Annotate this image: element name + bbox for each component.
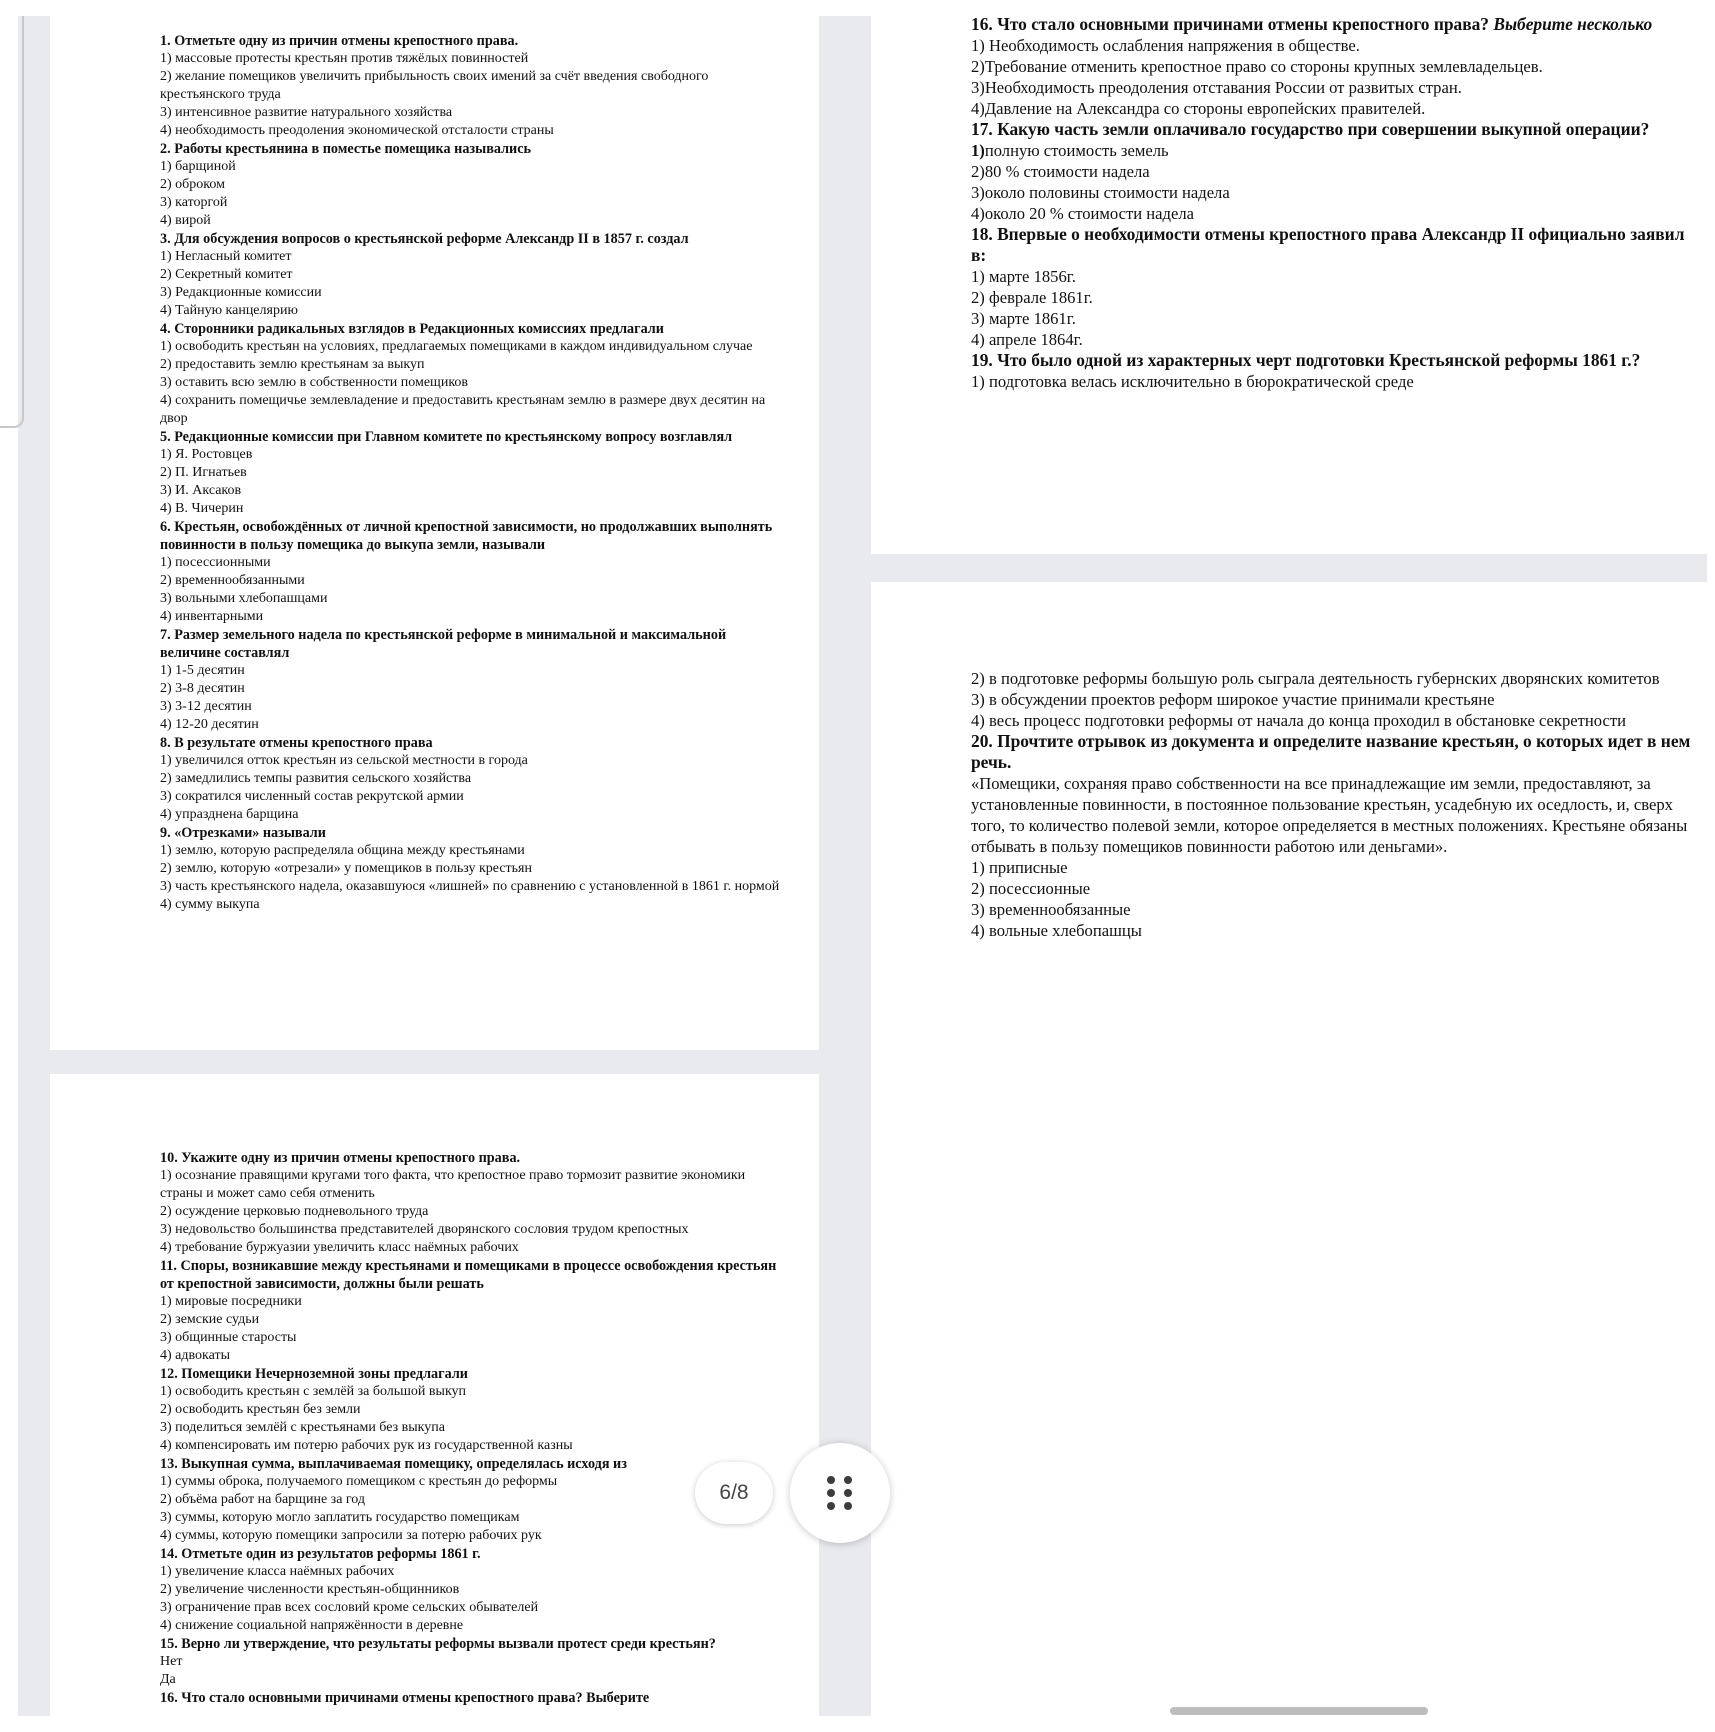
page-3-content bbox=[971, 14, 1691, 392]
answer-option: 3) ограничение прав всех сословий кроме сельских обывателей bbox=[160, 1600, 539, 1615]
answer-option: 2) 3-8 десятин bbox=[160, 681, 245, 696]
document-page-4 bbox=[871, 582, 1707, 1716]
answer-option: 3) временнообязанные bbox=[971, 900, 1131, 919]
answer-option: 2) земские судьи bbox=[160, 1312, 260, 1327]
question-text: 18. Впервые о необходимости отмены крепостного права Александр II официально заявил в: bbox=[971, 224, 1685, 265]
answer-option: 4) компенсировать им потерю рабочих рук из государственной казны bbox=[160, 1438, 573, 1453]
answer-option: 2) Секретный комитет bbox=[160, 267, 293, 282]
question-instruction-text: Выберите несколько bbox=[1493, 14, 1653, 34]
answer-option: 4) суммы, которую помещики запросили за потерю рабочих рук bbox=[160, 1528, 542, 1543]
answer-option: 1) массовые протесты крестьян против тяжёлых повинностей bbox=[160, 51, 529, 66]
page-counter-text: 6/8 bbox=[719, 1481, 749, 1504]
answer-option: 3) в обсуждении проектов реформ широкое участие принимали крестьяне bbox=[971, 690, 1495, 709]
edge-panel-handle[interactable] bbox=[0, 16, 24, 428]
question-text: 6. Крестьян, освобождённых от личной крепостной зависимости, но продолжавших выполнять повинности в пользу помещика до выкупа земли, называли bbox=[160, 519, 773, 553]
answer-option: 2) осуждение церковью подневольного труда bbox=[160, 1204, 429, 1219]
answer-option: 4)около 20 % стоимости надела bbox=[971, 204, 1194, 223]
answer-option: 4) снижение социальной напряжённости в деревне bbox=[160, 1618, 464, 1633]
document-page-3 bbox=[871, 0, 1707, 554]
answer-option: 4) необходимость преодоления экономической отсталости страны bbox=[160, 123, 554, 138]
page-4-content bbox=[971, 668, 1691, 941]
question-text: 2. Работы крестьянина в поместье помещика назывались bbox=[160, 141, 532, 157]
answer-option: 2) желание помещиков увеличить прибыльность своих имений за счёт введения свободного крестьянского труда bbox=[160, 69, 709, 102]
answer-option: 4) В. Чичерин bbox=[160, 501, 244, 516]
answer-number: 1) bbox=[971, 141, 985, 160]
answer-option: 1) посессионными bbox=[160, 555, 271, 570]
question-text: 1. Отметьте одну из причин отмены крепостного права. bbox=[160, 33, 519, 49]
answer-option: 1) приписные bbox=[971, 858, 1068, 877]
answer-option: 2) посессионные bbox=[971, 879, 1091, 898]
gutter-horizontal-left bbox=[50, 1050, 819, 1074]
answer-option: 4) сумму выкупа bbox=[160, 897, 260, 912]
answer-option: 2) в подготовке реформы большую роль сыграла деятельность губернских дворянских комитетов bbox=[971, 669, 1660, 688]
answer-option: 4) 12-20 десятин bbox=[160, 717, 259, 732]
question-text: 9. «Отрезками» называли bbox=[160, 825, 326, 841]
answer-option: 4) инвентарными bbox=[160, 609, 264, 624]
question-text bbox=[971, 14, 1691, 35]
answer-option: 4)Давление на Александра со стороны европейских правителей. bbox=[971, 99, 1426, 118]
answer-option: 2) предоставить землю крестьянам за выкуп bbox=[160, 357, 425, 372]
answer-option: 3) интенсивное развитие натурального хозяйства bbox=[160, 105, 453, 120]
answer-option: 3) вольными хлебопашцами bbox=[160, 591, 328, 606]
grid-menu-button[interactable] bbox=[790, 1443, 890, 1543]
answer-option: 1) увеличение класса наёмных рабочих bbox=[160, 1564, 395, 1579]
question-text: 11. Споры, возникавшие между крестьянами и помещиками в процессе освобождения крестьян от крепостной зависимости, должны были решать bbox=[160, 1258, 777, 1292]
answer-option: 2) П. Игнатьев bbox=[160, 465, 247, 480]
question-text: 7. Размер земельного надела по крестьянской реформе в минимальной и максимальной величине составлял bbox=[160, 627, 727, 661]
question-text: 14. Отметьте один из результатов реформы 1861 г. bbox=[160, 1546, 481, 1562]
page-1-content bbox=[160, 32, 790, 914]
answer-option: 4) Тайную канцелярию bbox=[160, 303, 298, 318]
answer-option: 1) мировые посредники bbox=[160, 1294, 302, 1309]
question-text: 15. Верно ли утверждение, что результаты реформы вызвали протест среди крестьян? bbox=[160, 1636, 716, 1652]
answer-option: 1) освободить крестьян с землёй за большой выкуп bbox=[160, 1384, 467, 1399]
answer-option: 1) землю, которую распределяла община между крестьянами bbox=[160, 843, 525, 858]
home-indicator-bar[interactable] bbox=[1170, 1707, 1428, 1715]
answer-option: 2) феврале 1861г. bbox=[971, 288, 1093, 307]
answer-option: 3)около половины стоимости надела bbox=[971, 183, 1230, 202]
question-text: 17. Какую часть земли оплачивало государство при совершении выкупной операции? bbox=[971, 119, 1650, 139]
question-text: 10. Укажите одну из причин отмены крепостного права. bbox=[160, 1150, 521, 1166]
answer-option: 1) суммы оброка, получаемого помещиком с крестьян до реформы bbox=[160, 1474, 558, 1489]
answer-option: 3) оставить всю землю в собственности помещиков bbox=[160, 375, 469, 390]
document-page-1 bbox=[50, 16, 819, 1050]
answer-option: 1) марте 1856г. bbox=[971, 267, 1076, 286]
answer-option: 2) замедлились темпы развития сельского хозяйства bbox=[160, 771, 472, 786]
answer-option: 1) Я. Ростовцев bbox=[160, 447, 253, 462]
page-counter-badge bbox=[695, 1462, 773, 1524]
answer-option: 3) сократился численный состав рекрутской армии bbox=[160, 789, 464, 804]
answer-option: 3) И. Аксаков bbox=[160, 483, 242, 498]
answer-option: 1) 1-5 десятин bbox=[160, 663, 245, 678]
answer-option: 1) Негласный комитет bbox=[160, 249, 292, 264]
question-text: 19. Что было одной из характерных черт подготовки Крестьянской реформы 1861 г.? bbox=[971, 350, 1641, 370]
question-text: 12. Помещики Нечерноземной зоны предлагали bbox=[160, 1366, 468, 1382]
answer-option: 4) адвокаты bbox=[160, 1348, 230, 1363]
answer-option: 4) требование буржуазии увеличить класс наёмных рабочих bbox=[160, 1240, 519, 1255]
gutter-horizontal-right bbox=[871, 554, 1707, 582]
answer-option: 2)80 % стоимости надела bbox=[971, 162, 1150, 181]
answer-text: полную стоимость земель bbox=[984, 141, 1169, 160]
question-text: 4. Сторонники радикальных взглядов в Редакционных комиссиях предлагали bbox=[160, 321, 664, 337]
answer-option: 3) общинные старосты bbox=[160, 1330, 297, 1345]
answer-option: 4) апреле 1864г. bbox=[971, 330, 1083, 349]
answer-option: 2) землю, которую «отрезали» у помещиков в пользу крестьян bbox=[160, 861, 532, 876]
answer-option: Нет bbox=[160, 1654, 183, 1669]
answer-option: 3) Редакционные комиссии bbox=[160, 285, 322, 300]
answer-option: 2) объёма работ на барщине за год bbox=[160, 1492, 366, 1507]
answer-option: 1) подготовка велась исключительно в бюрократической среде bbox=[971, 372, 1414, 391]
answer-option: 3) недовольство большинства представителей дворянского сословия трудом крепостных bbox=[160, 1222, 689, 1237]
page-2-content bbox=[160, 1149, 790, 1706]
answer-option: 2)Требование отменить крепостное право со стороны крупных землевладельцев. bbox=[971, 57, 1543, 76]
answer-option: 2) освободить крестьян без земли bbox=[160, 1402, 361, 1417]
answer-option: 4) упразднена барщина bbox=[160, 807, 299, 822]
answer-option: 3)Необходимость преодоления отставания России от развитых стран. bbox=[971, 78, 1462, 97]
document-quote: «Помещики, сохраняя право собственности на все принадлежащие им земли, предоставляют, за установленные повинности, в постоянное пользование крестьян, усадебную их оседлость, и, сверх того, то количество полевой земли, которое определяется в местных положениях. Крестьяне обязаны отбывать в пользу помещиков повинности работою или деньгами». bbox=[971, 774, 1688, 856]
answer-option: 4) сохранить помещичье землевладение и предоставить крестьянам землю в размере двух десятин на двор bbox=[160, 393, 766, 426]
answer-option: 2) увеличение численности крестьян-общинников bbox=[160, 1582, 460, 1597]
answer-option: 3) каторгой bbox=[160, 195, 228, 210]
answer-option: 3) марте 1861г. bbox=[971, 309, 1076, 328]
question-main-text: 16. Что стало основными причинами отмены крепостного права? bbox=[971, 14, 1489, 34]
answer-option: 1) Необходимость ослабления напряжения в обществе. bbox=[971, 36, 1360, 55]
answer-option: 1) осознание правящими кругами того факта, что крепостное право тормозит развитие экономики страны и может само себя отменить bbox=[160, 1168, 746, 1201]
answer-option bbox=[971, 140, 1691, 161]
answer-option: Да bbox=[160, 1672, 176, 1687]
answer-option: 1) барщиной bbox=[160, 159, 236, 174]
answer-option: 3) суммы, которую могло заплатить государство помещикам bbox=[160, 1510, 520, 1525]
answer-option: 2) временнообязанными bbox=[160, 573, 305, 588]
question-text: 8. В результате отмены крепостного права bbox=[160, 735, 433, 751]
answer-option: 3) часть крестьянского надела, оказавшуюся «лишней» по сравнению с установленной в 1861 г. нормой bbox=[160, 879, 780, 894]
answer-option: 2) оброком bbox=[160, 177, 225, 192]
question-text: 20. Прочтите отрывок из документа и определите название крестьян, о которых идет в нем речь. bbox=[971, 731, 1691, 772]
question-text: 13. Выкупная сумма, выплачиваемая помещику, определялась исходя из bbox=[160, 1456, 627, 1472]
question-text: 5. Редакционные комиссии при Главном комитете по крестьянскому вопросу возглавлял bbox=[160, 429, 733, 445]
document-page-2 bbox=[50, 1074, 819, 1716]
answer-option: 4) вольные хлебопашцы bbox=[971, 921, 1142, 940]
cut-off-question-text: 16. Что стало основными причинами отмены крепостного права? Выберите bbox=[160, 1690, 650, 1706]
answer-option: 3) поделиться землёй с крестьянами без выкупа bbox=[160, 1420, 445, 1435]
answer-option: 4) весь процесс подготовки реформы от начала до конца проходил в обстановке секретности bbox=[971, 711, 1626, 730]
answer-option: 1) освободить крестьян на условиях, предлагаемых помещиками в каждом индивидуальном случае bbox=[160, 339, 753, 354]
question-text: 3. Для обсуждения вопросов о крестьянской реформе Александр II в 1857 г. создал bbox=[160, 231, 689, 247]
answer-option: 3) 3-12 десятин bbox=[160, 699, 252, 714]
answer-option: 4) вирой bbox=[160, 213, 211, 228]
answer-option: 1) увеличился отток крестьян из сельской местности в города bbox=[160, 753, 528, 768]
